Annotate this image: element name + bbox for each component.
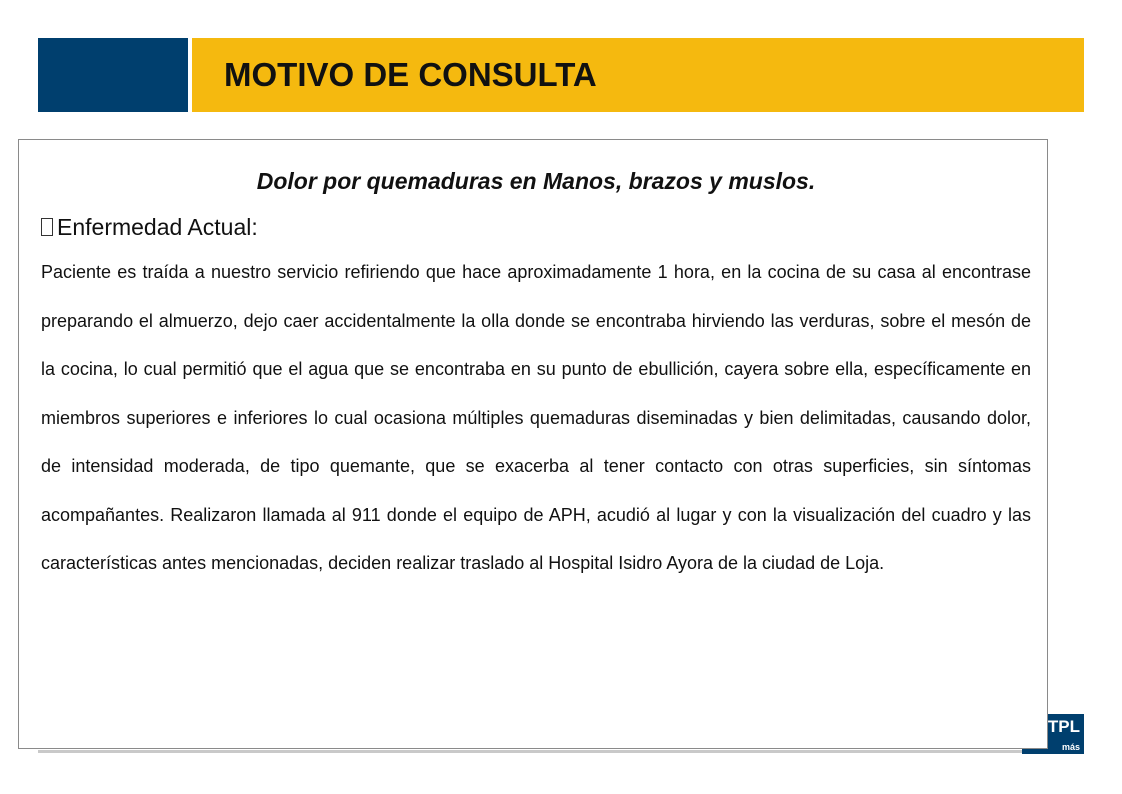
header-bar [192, 38, 1084, 112]
current-illness-paragraph: Paciente es traída a nuestro servicio refiriendo que hace aproximadamente 1 hora, en la cocina de su casa al encontrase preparando el almuerzo, dejo caer accidentalmente la olla donde se encontraba hirviendo las verduras, sobre el mesón de la cocina, lo cual permitió que el agua que se encontraba en su punto de ebullición, cayera sobre ella, específicamente en miembros superiores e inferiores lo cual ocasiona múltiples quemaduras diseminadas y bien delimitadas, causando dolor, de intensidad moderada, de tipo quemante, que se exacerba al tener contacto con otras superficies, sin síntomas acompañantes. Realizaron llamada al 911 donde el equipo de APH, acudió al lugar y con la visualización del cuadro y las características antes mencionadas, deciden realizar traslado al Hospital Isidro Ayora de la ciudad de Loja. [41, 262, 1031, 573]
logo-top-text: TPL [1022, 714, 1084, 740]
footer-divider [38, 750, 1022, 753]
section-heading [41, 212, 1031, 242]
page-title: MOTIVO DE CONSULTA [224, 56, 597, 93]
section-heading-label: Enfermedad Actual: [57, 214, 258, 240]
logo-bottom-text: más [1022, 740, 1084, 754]
bullet-icon [41, 218, 53, 236]
header-blue-block [38, 38, 188, 112]
content-box [18, 139, 1048, 749]
consultation-reason: Dolor por quemaduras en Manos, brazos y muslos. [256, 168, 816, 194]
